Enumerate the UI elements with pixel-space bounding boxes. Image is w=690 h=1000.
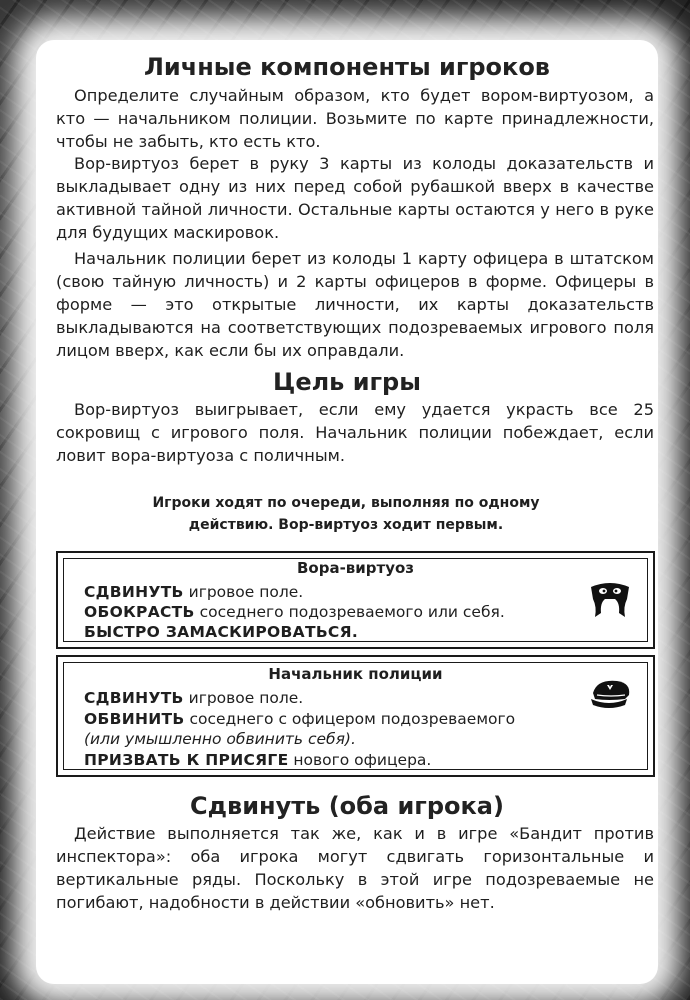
thief-action-move-text: игровое поле. xyxy=(183,583,304,601)
goal-heading: Цель игры xyxy=(273,368,421,396)
page-number: 16 xyxy=(333,962,361,984)
move-paragraph: Действие выполняется так же, как и в игре «Бандит против инспектора»: оба игрока могут сдвигать горизонтальные и вертикальные ряды. Поскольку в этой игре подозреваемые не погибают, надобности в действии «обновить» нет. xyxy=(56,824,654,912)
chief-action-accuse-key: ОБВИНИТЬ xyxy=(84,710,185,728)
chief-action-accuse-text: соседнего с офицером подозреваемого xyxy=(184,710,516,728)
chief-accuse-note-text: (или умышленно обвинить себя). xyxy=(84,730,356,748)
chief-box-title: Начальник полиции xyxy=(268,665,443,683)
move-heading: Сдвинуть (оба игрока) xyxy=(190,792,504,820)
chief-action-accuse xyxy=(84,709,515,729)
thief-action-disguise xyxy=(84,622,358,642)
thief-mask-icon xyxy=(587,577,633,621)
chief-action-move-key: СДВИНУТЬ xyxy=(84,689,184,707)
chief-action-move xyxy=(84,688,303,708)
thief-action-move-key: СДВИНУТЬ xyxy=(84,583,184,601)
components-paragraph-2: Вор-виртуоз берет в руку 3 карты из колоды доказательств и выкладывает одну из них перед собой рубашкой вверх в качестве активной тайной личности. Остальные карты остаются у него в руке для будущих маскировок. xyxy=(56,154,654,242)
chief-actions-box xyxy=(56,655,655,777)
thief-action-disguise-key: БЫСТРО ЗАМАСКИРОВАТЬСЯ. xyxy=(84,623,359,641)
thief-action-move xyxy=(84,582,303,602)
rules-page xyxy=(36,40,658,984)
components-heading: Личные компоненты игроков xyxy=(143,53,550,81)
chief-action-swear-text: нового офицера. xyxy=(288,751,432,769)
chief-action-swear-key: ПРИЗВАТЬ К ПРИСЯГЕ xyxy=(84,751,289,769)
thief-box-title: Вора-виртуоз xyxy=(296,559,415,577)
chief-action-move-text: игровое поле. xyxy=(183,689,304,707)
components-paragraph-3: Начальник полиции берет из колоды 1 карту офицера в штатском (свою тайную личность) и 2 карты офицеров в форме. Офицеры в форме — это открытые личности, их карты доказательств выкладываются на соответствующих подозреваемых игрового поля лицом вверх, как если бы их оправдали. xyxy=(56,249,654,360)
police-cap-icon xyxy=(587,673,633,717)
chief-action-accuse-note xyxy=(84,729,356,749)
thief-action-steal xyxy=(84,602,505,622)
goal-paragraph: Вор-виртуоз выигрывает, если ему удается украсть все 25 сокровищ с игрового поля. Начальник полиции побеждает, если ловит вора-виртуоза с поличным. xyxy=(56,400,654,465)
thief-action-steal-key: ОБОКРАСТЬ xyxy=(84,603,195,621)
components-paragraph-1: Определите случайным образом, кто будет вором-виртуозом, а кто — начальником полиции. Возьмите по карте принадлежности, чтобы не забыть, кто есть кто. xyxy=(56,86,654,151)
thief-actions-box xyxy=(56,551,655,649)
thief-action-steal-text: соседнего подозреваемого или себя. xyxy=(194,603,505,621)
chief-action-swear-in xyxy=(84,750,431,770)
turn-order-note: Игроки ходят по очереди, выполняя по одному действию. Вор-виртуоз ходит первым. xyxy=(152,495,540,533)
